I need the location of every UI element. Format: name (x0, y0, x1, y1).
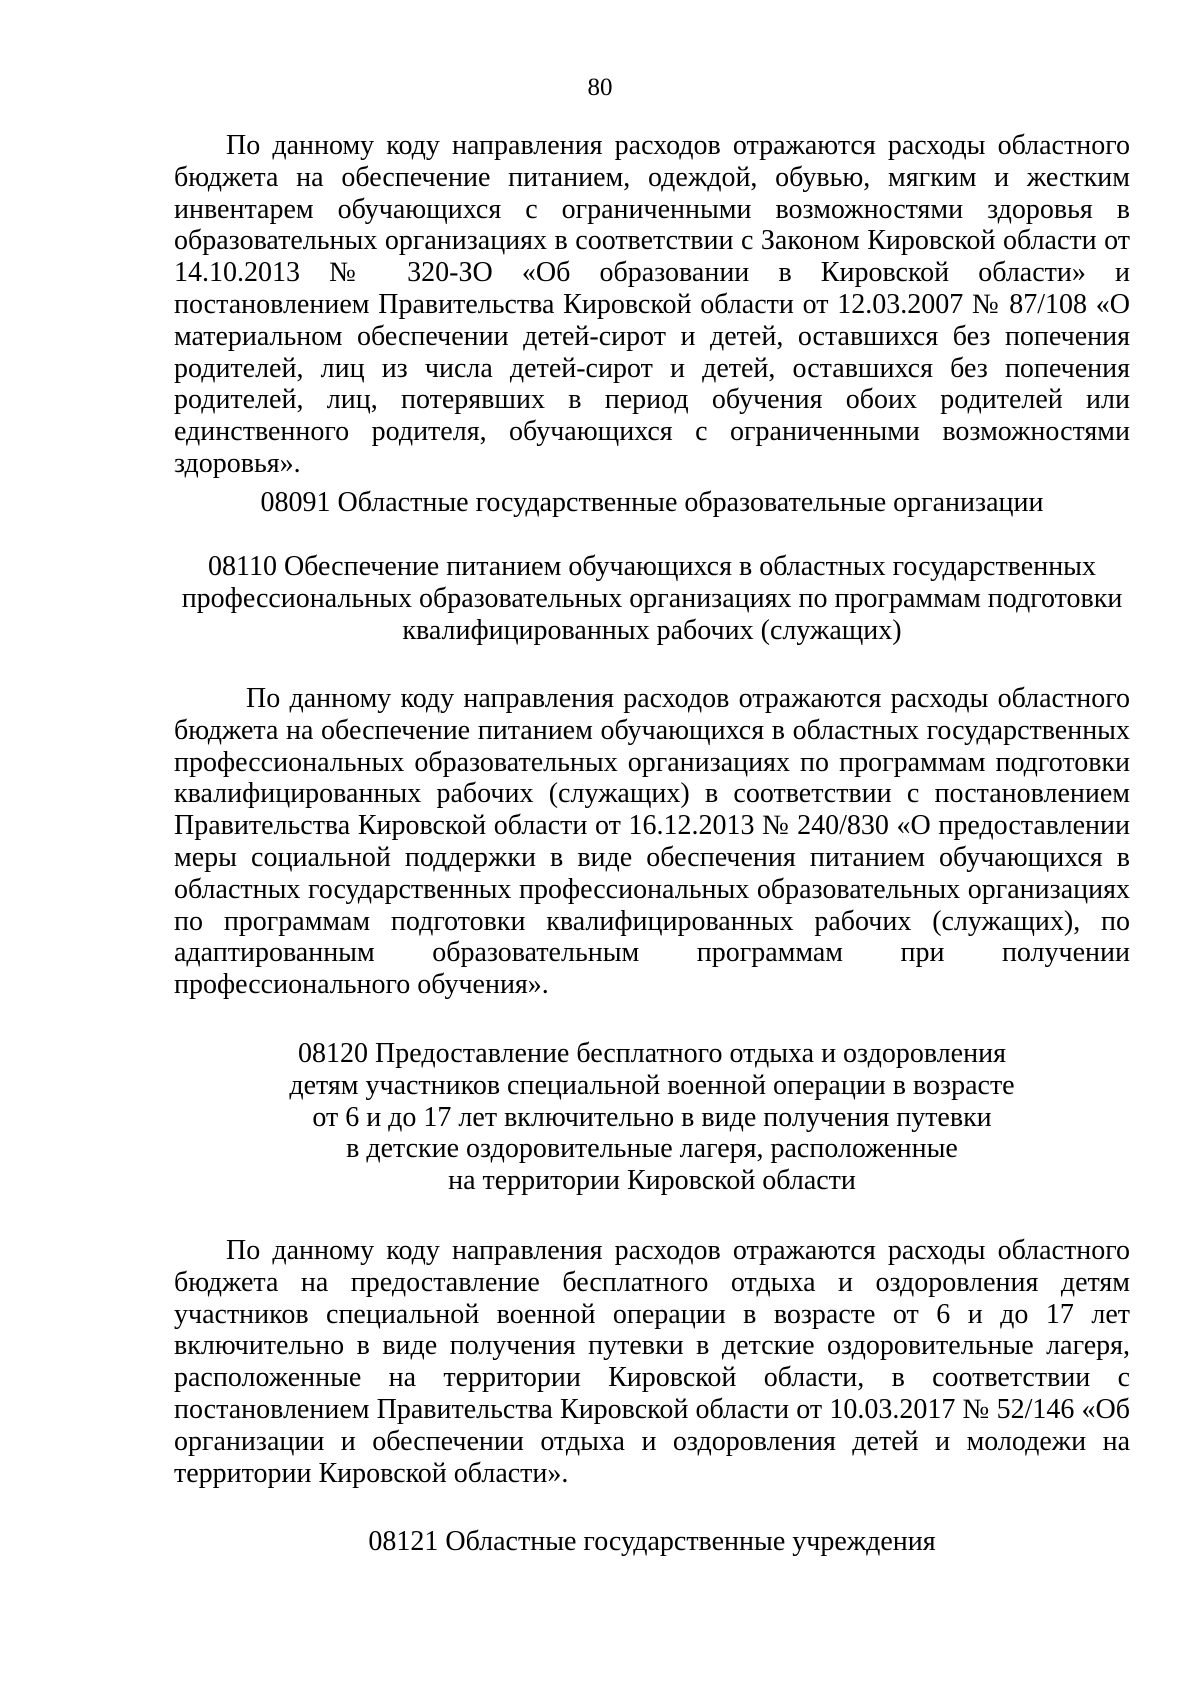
paragraph-08110-description: По данному коду направления расходов отражаются расходы областного бюджета на обеспечение питанием обучающихся в областных государственных профессиональных образовательных организациях по программам подготовки квалифицированных рабочих (служащих) в соответствии с постановлением Правительства Кировской области от 16.12.2013 № 240/830 «О предоставлении меры социальной поддержки в виде обеспечения питанием обучающихся в областных государственных профессиональных образовательных организациях по программам подготовки квалифицированных рабочих (служащих), по адаптированным образовательным программам при получении профессионального обучения». (174, 683, 1130, 1001)
paragraph-clothing-food-expenses: По данному коду направления расходов отражаются расходы областного бюджета на обеспечение питанием, одеждой, обувью, мягким и жестким инвентарем обучающихся с ограниченными возможностями здоровья в образовательных организациях в соответствии с Законом Кировской области от 14.10.2013 № 320-ЗО «Об образовании в Кировской области» и постановлением Правительства Кировской области от 12.03.2007 № 87/108 «О материальном обеспечении детей-сирот и детей, оставшихся без попечения родителей, лиц из числа детей-сирот и детей, оставшихся без попечения родителей, лиц, потерявших в период обучения обоих родителей или единственного родителя, обучающихся с ограниченными возможностями здоровья». (174, 130, 1130, 479)
heading-08120 (174, 1038, 1130, 1197)
heading-08120-line-2: детям участников специальной военной операции в возрасте (289, 1069, 1015, 1101)
heading-08110-line-3: квалифицированных рабочих (служащих) (402, 614, 902, 646)
heading-08091: 08091 Областные государственные образовательные организации (260, 487, 1044, 518)
heading-08110-line-1: 08110 Обеспечение питанием обучающихся в областных государственных (208, 551, 1096, 582)
heading-08120-line-3: от 6 и до 17 лет включительно в виде получения путевки (312, 1101, 992, 1133)
heading-08110-line-2: профессиональных образовательных организациях по программам подготовки (181, 582, 1123, 614)
heading-08121: 08121 Областные государственные учреждения (368, 1526, 936, 1557)
paragraph-08120-description: По данному коду направления расходов отражаются расходы областного бюджета на предоставление бесплатного отдыха и оздоровления детям участников специальной военной операции в возрасте от 6 и до 17 лет включительно в виде получения путевки в детские оздоровительные лагеря, расположенные на территории Кировской области, в соответствии с постановлением Правительства Кировской области от 10.03.2017 № 52/146 «Об организации и обеспечении отдыха и оздоровления детей и молодежи на территории Кировской области». (174, 1235, 1130, 1489)
heading-08120-line-5: на территории Кировской области (448, 1165, 856, 1197)
page-number: 80 (587, 74, 613, 101)
heading-08120-line-4: в детские оздоровительные лагеря, расположенные (346, 1133, 958, 1165)
heading-08120-line-1: 08120 Предоставление бесплатного отдыха и оздоровления (298, 1038, 1006, 1069)
heading-08110 (174, 551, 1130, 646)
